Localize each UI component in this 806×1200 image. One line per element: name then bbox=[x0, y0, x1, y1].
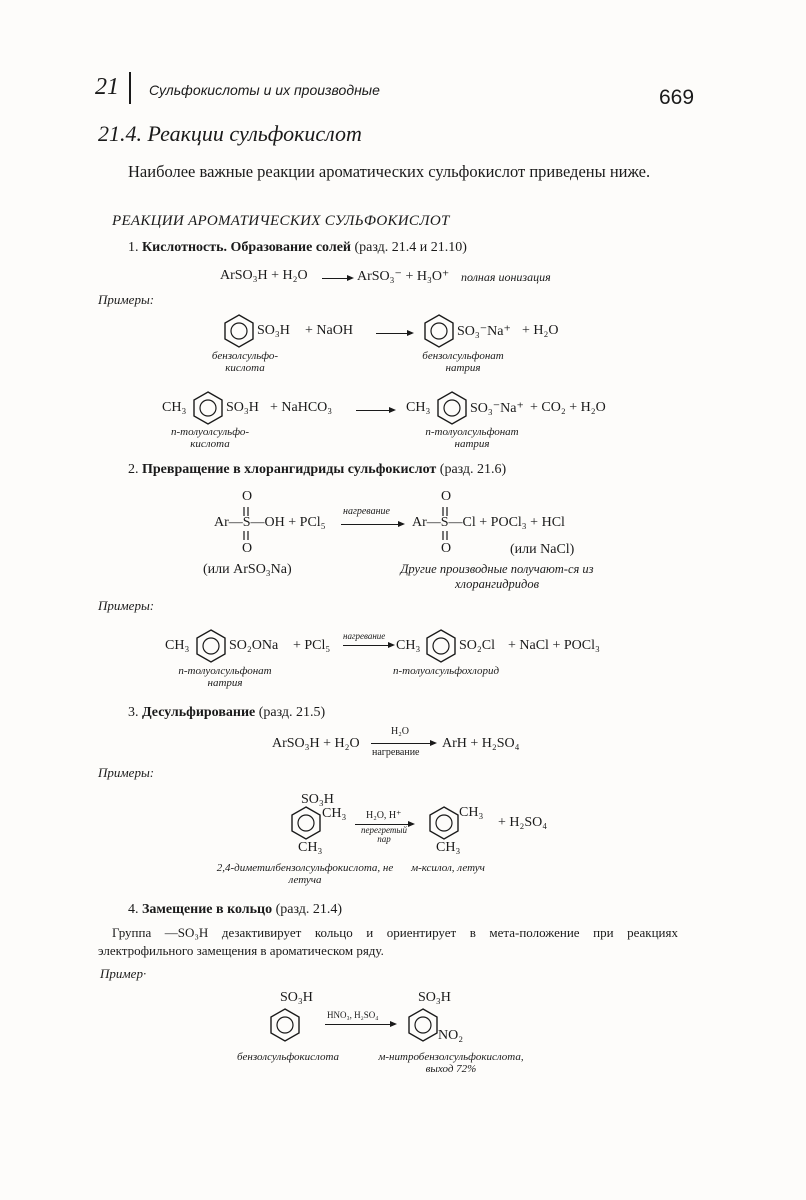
r1-ex2-reagent: + NaHCO₃ bbox=[270, 400, 333, 415]
benzene-ring-icon bbox=[435, 391, 469, 425]
r1-ex1-arrow bbox=[376, 333, 412, 334]
r3-ex-arrow-bottom: перегретый пар bbox=[361, 825, 407, 844]
r3-examples-label: Примеры: bbox=[98, 765, 155, 780]
r3-arrow-top: H₂O bbox=[391, 726, 409, 737]
r2-ex-arrow bbox=[343, 645, 393, 646]
benzene-ring-icon bbox=[422, 314, 456, 348]
r3-heading-ref: (разд. 21.5) bbox=[258, 705, 326, 720]
r2-examples-label: Примеры: bbox=[98, 598, 155, 613]
r2-o-top-left: O bbox=[242, 489, 253, 504]
r3-ex-ch3-b: CH₃ bbox=[298, 840, 323, 855]
r1-heading-num: 1. bbox=[128, 240, 139, 255]
r4-ex-arrow-label: HNO₃, H₂SO₄ bbox=[327, 1010, 379, 1020]
r2-ex-reagent: + PCl₅ bbox=[293, 638, 331, 653]
r2-o-top-right: O bbox=[441, 489, 452, 504]
r2-heading-title: Превращение в хлорангидриды сульфокислот bbox=[142, 462, 437, 477]
r3-eq-right: ArH + H₂SO₄ bbox=[442, 736, 520, 751]
chapter-number: 21 bbox=[95, 74, 119, 100]
r3-heading-title: Десульфирование bbox=[142, 705, 256, 720]
r1-ex1-left-group: SO₃H bbox=[257, 323, 290, 338]
intro-paragraph: Наиболее важные реакции ароматических сульфокислот приведены ниже. bbox=[128, 162, 651, 181]
r4-ex-no2: NO₂ bbox=[438, 1028, 464, 1043]
benzene-ring-icon bbox=[289, 806, 323, 840]
r1-heading-ref: (разд. 21.4 и 21.10) bbox=[354, 240, 467, 255]
r4-heading bbox=[128, 902, 342, 918]
running-title: Сульфокислоты и их производные bbox=[149, 82, 380, 98]
r1-ex2-arrow bbox=[356, 410, 394, 411]
r1-ex2-caption-left: п-толуолсульфо-кислота bbox=[170, 426, 250, 450]
r3-ex-ch3-a: CH₃ bbox=[322, 806, 347, 821]
reactions-subheading: РЕАКЦИИ АРОМАТИЧЕСКИХ СУЛЬФОКИСЛОТ bbox=[112, 213, 450, 229]
r4-ex-so3h-right: SO₃H bbox=[418, 990, 451, 1005]
r3-ex-product: + H₂SO₄ bbox=[498, 815, 548, 830]
r4-example-label: Пример· bbox=[100, 966, 147, 981]
r2-right-formula: Ar—S—Cl + POCl₃ + HCl bbox=[412, 515, 565, 530]
r1-ex1-caption-right: бензолсульфонат натрия bbox=[422, 350, 504, 374]
r1-ex2-caption-right: п-толуолсульфонат натрия bbox=[425, 426, 519, 450]
r2-ex-left-group: SO₂ONa bbox=[229, 638, 279, 653]
r2-note: Другие производные получают-ся из хлорангидридов bbox=[400, 562, 594, 591]
r2-ex-products: + NaCl + POCl₃ bbox=[508, 638, 600, 653]
r1-heading-title: Кислотность. Образование солей bbox=[142, 240, 351, 255]
r3-heading-num: 3. bbox=[128, 705, 139, 720]
r3-ex-so3h: SO₃H bbox=[301, 792, 334, 807]
r2-ex-right-group: SO₂Cl bbox=[459, 638, 496, 653]
benzene-ring-icon bbox=[194, 629, 228, 663]
r1-ex2-ch3-left: CH₃ bbox=[162, 400, 187, 415]
r2-alt-product: (или NaCl) bbox=[510, 542, 575, 557]
r2-ex-ch3-right: CH₃ bbox=[396, 638, 421, 653]
r2-left-formula: Ar—S—OH + PCl₅ bbox=[214, 515, 326, 530]
benzene-ring-icon bbox=[268, 1008, 302, 1042]
r2-heading-num: 2. bbox=[128, 462, 139, 477]
r2-ex-caption-right: п-толуолсульфохлорид bbox=[392, 665, 500, 677]
r1-ex2-products: + CO₂ + H₂O bbox=[530, 400, 606, 415]
r2-ex-caption-left: п-толуолсульфонат натрия bbox=[178, 665, 272, 689]
section-title: 21.4. Реакции сульфокислот bbox=[98, 121, 362, 146]
r4-heading-title: Замещение в кольцо bbox=[142, 902, 273, 917]
r1-ex1-product: + H₂O bbox=[522, 323, 559, 338]
r4-ex-caption-left: бензолсульфокислота bbox=[236, 1051, 340, 1063]
r1-eq-left: ArSO₃H + H₂O bbox=[220, 268, 308, 283]
benzene-ring-icon bbox=[427, 806, 461, 840]
r3-eq-left: ArSO₃H + H₂O bbox=[272, 736, 360, 751]
r4-heading-ref: (разд. 21.4) bbox=[275, 902, 343, 917]
benzene-ring-icon bbox=[424, 629, 458, 663]
r3-heading bbox=[128, 705, 325, 721]
benzene-ring-icon bbox=[222, 314, 256, 348]
r2-o-bottom-left: O bbox=[242, 541, 253, 556]
r3-ex-caption-left: 2,4-диметилбензолсульфокислота, не летуча bbox=[216, 862, 394, 886]
r2-ex-ch3-left: CH₃ bbox=[165, 638, 190, 653]
r2-o-bottom-right: O bbox=[441, 541, 452, 556]
r1-heading bbox=[128, 240, 467, 256]
header-divider bbox=[129, 72, 131, 104]
r1-ex2-left-group: SO₃H bbox=[226, 400, 259, 415]
r3-ex-arrow-top: H₂O, H⁺ bbox=[366, 810, 402, 821]
benzene-ring-icon bbox=[406, 1008, 440, 1042]
r4-ex-arrow bbox=[325, 1024, 395, 1025]
r3-arrow-bottom: нагревание bbox=[372, 747, 420, 758]
r1-eq-note: полная ионизация bbox=[461, 270, 551, 284]
r1-ex2-right-group: SO₃⁻Na⁺ bbox=[470, 401, 524, 416]
r1-ex1-reagent: + NaOH bbox=[305, 323, 353, 338]
r2-heading bbox=[128, 462, 506, 478]
r4-ex-caption-right: м-нитробензолсульфокислота, выход 72% bbox=[378, 1051, 524, 1075]
r1-ex1-caption-left: бензолсульфо-кислота bbox=[211, 350, 279, 374]
r4-ex-so3h-left: SO₃H bbox=[280, 990, 313, 1005]
r3-ex-ch3-d: CH₃ bbox=[436, 840, 461, 855]
r3-arrow bbox=[371, 743, 435, 744]
r4-paragraph: Группа —SO₃H дезактивирует кольцо и ориентирует в мета-положение при реакциях электрофильного замещения в ароматическом ряду. bbox=[98, 925, 678, 958]
page-number: 669 bbox=[659, 86, 695, 109]
r1-ex2-ch3-right: CH₃ bbox=[406, 400, 431, 415]
r2-arrow bbox=[341, 524, 403, 525]
r4-heading-num: 4. bbox=[128, 902, 139, 917]
r1-ex1-right-group: SO₃⁻Na⁺ bbox=[457, 324, 511, 339]
r2-ex-arrow-label: нагревание bbox=[343, 631, 386, 641]
benzene-ring-icon bbox=[191, 391, 225, 425]
r2-heading-ref: (разд. 21.6) bbox=[439, 462, 507, 477]
r1-examples-label: Примеры: bbox=[98, 292, 155, 307]
r3-ex-caption-right: м-ксилол, летуч bbox=[411, 862, 485, 874]
r1-eq-right: ArSO₃⁻ + H₃O⁺ bbox=[357, 269, 450, 284]
r2-alt-reactant: (или ArSO₃Na) bbox=[203, 562, 292, 577]
r3-ex-ch3-c: CH₃ bbox=[459, 805, 484, 820]
r2-arrow-label: нагревание bbox=[343, 506, 390, 517]
r1-eq-arrow bbox=[322, 278, 352, 279]
